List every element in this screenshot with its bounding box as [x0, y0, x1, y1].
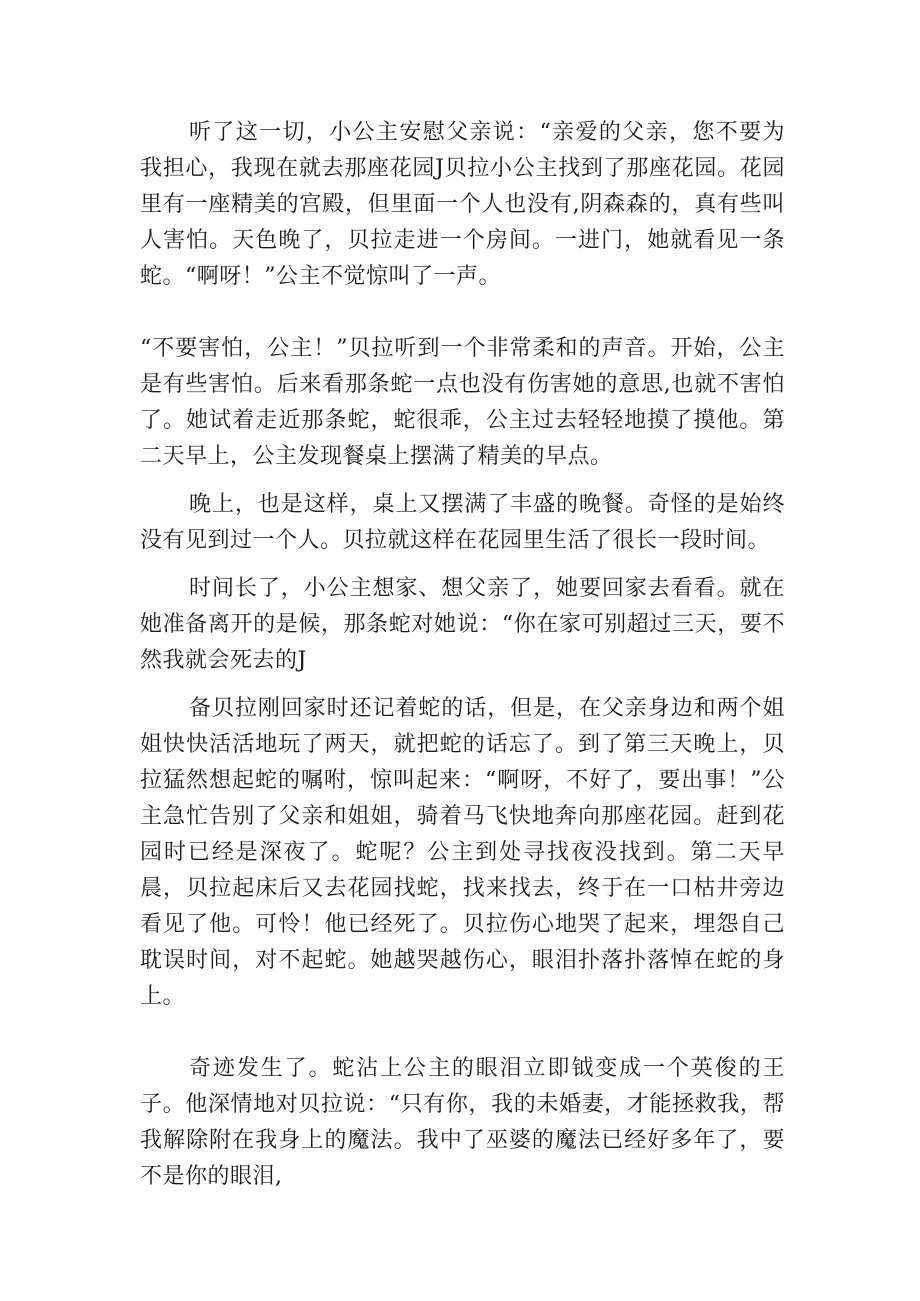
paragraph-6: 奇迹发生了。蛇沾上公主的眼泪立即钺变成一个英俊的王子。他深情地对贝拉说：“只有你，我的未婚妻，才能拯救我，帮我解除附在我身上的魔法。我中了巫婆的魔法已经好多年了，要不是你的眼泪, — [140, 1056, 785, 1189]
paragraph-3: 晚上，也是这样，桌上又摆满了丰盛的晚餐。奇怪的是始终没有见到过一个人。贝拉就这样在花园里生活了很长一段时间。 — [140, 492, 785, 553]
paragraph-4: 时间长了，小公主想家、想父亲了，她要回家去看看。就在她准备离开的是候，那条蛇对她说：“你在家可别超过三天，要不然我就会死去的J — [140, 576, 785, 673]
paragraph-1: 听了这一切，小公主安慰父亲说：“亲爱的父亲，您不要为我担心，我现在就去那座花园J贝拉小公主找到了那座花园。花园里有一座精美的宫殿，但里面一个人也没有,阴森森的，真有些叫人害怕。天色晚了，贝拉走进一个房间。一进门，她就看见一条蛇。“啊呀！”公主不觉惊叫了一声。 — [140, 120, 785, 289]
paragraph-5: 备贝拉刚回家时还记着蛇的话，但是，在父亲身边和两个姐姐快快活活地玩了两天，就把蛇的话忘了。到了第三天晚上，贝拉猛然想起蛇的嘱咐，惊叫起来：“啊呀，不好了，要出事！”公主急忙告别了父亲和姐姐，骑着马飞快地奔向那座花园。赶到花园时已经是深夜了。蛇呢？公主到处寻找夜没找到。第二天早晨，贝拉起床后又去花园找蛇，找来找去，终于在一口枯井旁边看见了他。可怜！他已经死了。贝拉伤心地哭了起来，埋怨自己耽误时间，对不起蛇。她越哭越伤心，眼泪扑落扑落悼在蛇的身上。 — [140, 696, 785, 1009]
paragraph-2: “不要害怕，公主！”贝拉听到一个非常柔和的声音。开始，公主是有些害怕。后来看那条蛇一点也没有伤害她的意思,也就不害怕了。她试着走近那条蛇，蛇很乖，公主过去轻轻地摸了摸他。第二天早上，公主发现餐桌上摆满了精美的早点。 — [140, 336, 785, 469]
